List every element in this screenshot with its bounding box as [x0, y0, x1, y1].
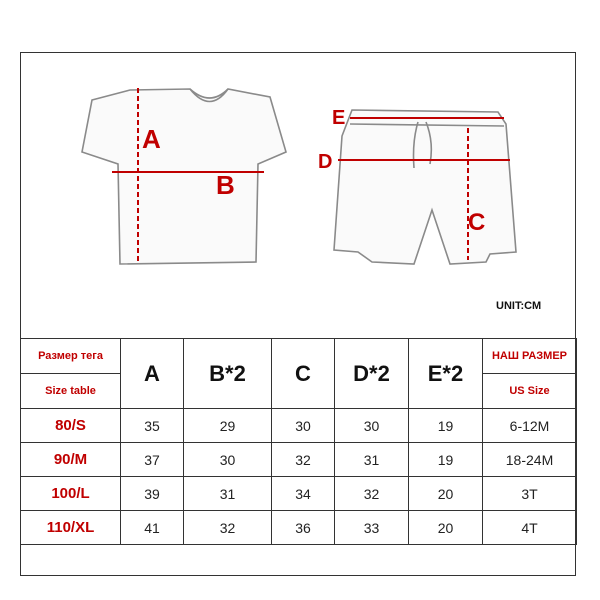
cell-c: 32 — [272, 443, 335, 477]
cell-b: 29 — [184, 409, 272, 443]
label-d: D — [318, 151, 333, 173]
cell-d: 32 — [335, 477, 409, 511]
cell-us: 6-12M — [483, 409, 577, 443]
table-header-row — [21, 339, 577, 409]
table-row — [21, 409, 577, 443]
cell-a: 41 — [121, 511, 184, 545]
cell-c: 36 — [272, 511, 335, 545]
label-e: E — [332, 107, 346, 129]
row-size: 100/L — [21, 477, 121, 511]
label-b: B — [216, 170, 235, 200]
cell-e: 20 — [409, 511, 483, 545]
cell-a: 35 — [121, 409, 184, 443]
shorts-drawing — [334, 110, 516, 264]
col-header-c: C — [272, 339, 335, 409]
row-size: 80/S — [21, 409, 121, 443]
cell-b: 32 — [184, 511, 272, 545]
col-header-a: A — [121, 339, 184, 409]
col-header-d: D*2 — [335, 339, 409, 409]
label-a: A — [142, 124, 161, 154]
size-tag-header — [21, 339, 121, 409]
cell-c: 30 — [272, 409, 335, 443]
cell-d: 33 — [335, 511, 409, 545]
cell-us: 18-24M — [483, 443, 577, 477]
col-header-b: B*2 — [184, 339, 272, 409]
unit-label: UNIT:CM — [496, 300, 542, 312]
cell-e: 20 — [409, 477, 483, 511]
garment-illustration — [20, 52, 576, 340]
table-row — [21, 443, 577, 477]
table-row — [21, 477, 577, 511]
size-table — [20, 338, 577, 545]
our-size-ru: НАШ РАЗМЕР — [491, 350, 568, 362]
cell-us: 3T — [483, 477, 577, 511]
us-size-en: US Size — [483, 373, 576, 408]
cell-b: 30 — [184, 443, 272, 477]
row-size: 110/XL — [21, 511, 121, 545]
label-c: C — [468, 209, 486, 236]
our-size-header — [483, 339, 577, 409]
tshirt-drawing — [82, 89, 286, 264]
col-header-e: E*2 — [409, 339, 483, 409]
cell-b: 31 — [184, 477, 272, 511]
size-table-en: Size table — [21, 373, 120, 408]
cell-a: 37 — [121, 443, 184, 477]
cell-d: 31 — [335, 443, 409, 477]
size-tag-ru: Размер тега — [38, 350, 103, 362]
cell-c: 34 — [272, 477, 335, 511]
cell-e: 19 — [409, 409, 483, 443]
cell-us: 4T — [483, 511, 577, 545]
cell-e: 19 — [409, 443, 483, 477]
cell-d: 30 — [335, 409, 409, 443]
table-row — [21, 511, 577, 545]
cell-a: 39 — [121, 477, 184, 511]
row-size: 90/M — [21, 443, 121, 477]
